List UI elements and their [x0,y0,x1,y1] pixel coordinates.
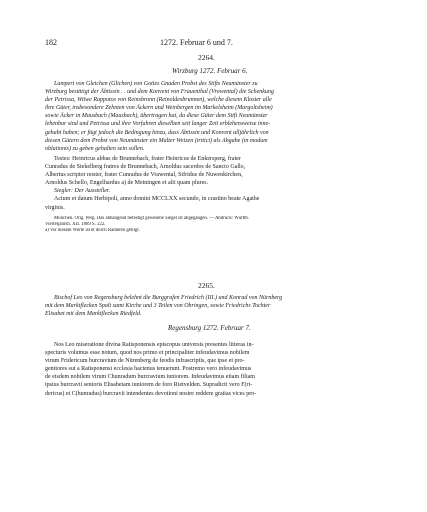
document-summary [45,80,385,153]
summary-line: lehenbar sind und Petrissa und ihre Vorfahren dieselben seit langer Zeit erblehensweise inne- [45,121,271,128]
document-body [45,341,385,398]
body-line: Nos Leo miseratione divina Ratisponensis episcopus universis presentes litteras in- [54,342,254,348]
body-line: de eisdem nobilem virum Chunradum burcravium iuniorem. Infeudavimus etiam filiam [45,374,255,381]
actum-line: virginis. [45,204,65,211]
document-summary [45,294,385,318]
document-dateline: Regensburg 1272. Februar 7. [168,324,251,332]
footnotes [45,216,385,235]
summary-line: Elisabet mit dem Marktflecken Riedfeld. [45,311,142,318]
body-line: specturis volumus esse notum, quod nos primo et principaliter infeudavimus nobilem [45,350,250,357]
page-number: 182 [45,38,57,47]
summary-line: diesen Gütern dem Probst von Neumünster ein Malter Weizen (tritici) als Abgabe (in modum [45,137,268,144]
body-line: virum Fridericum burcravium de Nürenberg de feodis infrascriptis, que ipse et pro- [45,358,245,365]
footnote-line: a) Vor diesem Worte ist et durch Radieren getilgt. [45,228,140,234]
running-title: 1272. Februar 6 und 7. [160,38,233,47]
sealer-line: Siegler: Der Aussteller. [54,188,111,195]
body-line: dericus) et C(hunradus) burcravii intendentes devotioni nostre reddere gratias vices pro- [45,390,257,397]
body-line: ipsius burcravii senioris Elisabetam iuniorem de foro Rietvelden. Supradicti vero F(ri- [45,382,253,389]
actum-line: Actum et datum Herbipoli, anno domini MCCLXX secundo, in crastino beate Agathe [54,196,260,203]
witness-line: Cunradus de Stekelberg fratres de Brunnebach, Arnoldus sacerdos de Sancto Gallo, [45,164,246,171]
body-line: genitores sui a Ratisponensi ecclesia hactenus tenuerunt. Postremo vero infeudavimus [45,366,252,373]
summary-line: gehabt haben; er fügt jedoch die Bedingung hinzu, dass Äbtissin und Konvent alljährlich von [45,129,269,136]
document-number: 2265. [198,281,215,290]
witness-line: Testes: Heinricus abbas de Brunnebach, frater Heinricus de Enkersperg, frater [54,156,241,162]
footnote-line: München. Orig. Perg. Das abhangend befestigt gewesene Siegel ist abgegangen. — Abdruck: Württb. [54,216,249,221]
summary-line: Lampert von Gleichen (Glichen) von Gottes Gnaden Probst des Stifts Neumünster zu [54,81,258,87]
witness-line: Arnoldus Schello, Engelhardus a) de Meiningen et alii quam plures. [45,180,209,187]
summary-line: mit dem Marktflecken Spalt samt Kirche und 3 Teilen von Öhringen, sowie Friedrichs Tochter [45,303,271,310]
summary-line: Bischof Leo von Regensburg belehnt die Burggrafen Friedrich (III.) und Konrad von Nürnberg [54,295,283,301]
summary-line: ihre Güter, insbesondere Zehnten von Äckern und Weinbergen im Markelsheim (Margoltsheim) [45,105,273,112]
summary-line: sowie Äcker in Mausbach (Mausbach), übertragen hat, da diese Güter dem Stift Neumünster [45,113,268,120]
summary-line: der Petrissa, Witwe Rappotos von Reinsbronn (Reinoldesbrunnen), welche diesem Kloster alle [45,97,272,104]
summary-line: Wirzburg bestätigt der Äbtissin . . und dem Konvent von Frauenthal (Vrowental) die Schenkung [45,89,274,96]
witness-line: Albertus scriptor noster, frater Cunradus de Vrawental, Sifridus de Nuwenkirchen, [45,172,243,179]
footnote-line: Vierteljahrsh. XII. 1889 S. 222. [45,222,106,228]
document-dateline: Wirzburg 1272. Februar 6. [172,67,248,75]
witness-list [45,155,385,212]
document-number: 2264. [198,53,215,62]
summary-line: oblationis) zu geben gehalten sein sollen. [45,145,145,152]
